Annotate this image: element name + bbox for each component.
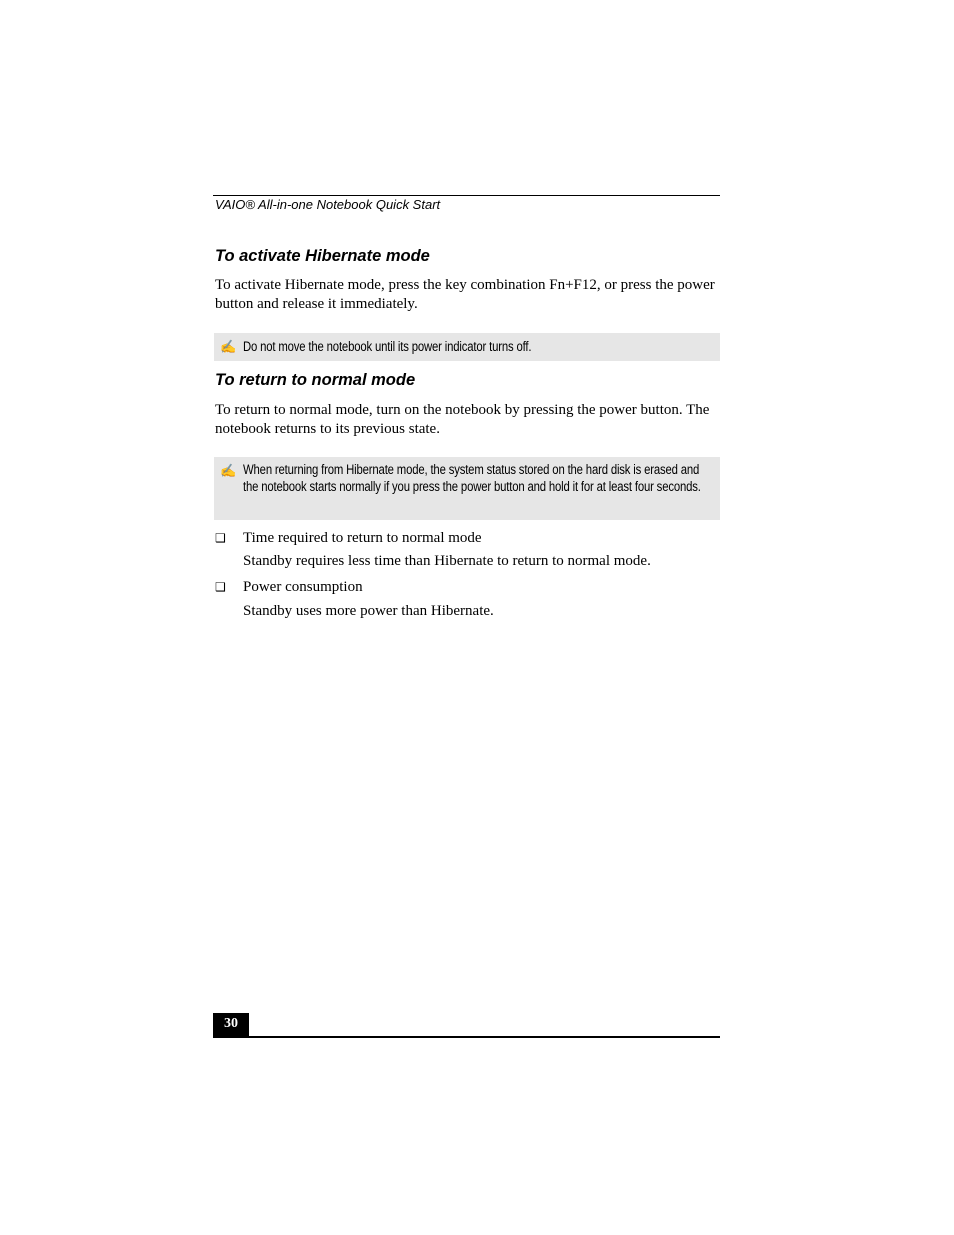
bullet-detail: Standby uses more power than Hibernate.: [243, 603, 494, 619]
page-number: 30: [213, 1013, 249, 1036]
section-body: To activate Hibernate mode, press the key combination Fn+F12, or press the power button and release it immediately.: [215, 277, 715, 312]
pencil-note-icon: ✍: [220, 463, 237, 478]
section-heading: To activate Hibernate mode: [215, 247, 430, 265]
footer-rule: [213, 1036, 720, 1038]
section-heading: To return to normal mode: [215, 371, 416, 389]
note-text: When returning from Hibernate mode, the system status stored on the hard disk is erased and the notebook starts normally if you press the power button and hold it for at least four seconds.: [243, 462, 701, 494]
running-header: VAIO® All-in-one Notebook Quick Start: [215, 197, 441, 212]
note-box: [214, 457, 720, 520]
note-box: [214, 333, 720, 361]
note-text: Do not move the notebook until its power indicator turns off.: [243, 339, 532, 354]
pencil-note-icon: ✍: [220, 339, 237, 354]
header-rule: [213, 195, 720, 196]
section-body: To return to normal mode, turn on the notebook by pressing the power button. The notebook returns to its previous state.: [215, 402, 710, 437]
checkbox-bullet-icon: ❑: [215, 580, 226, 594]
bullet-label: Power consumption: [243, 579, 363, 595]
bullet-detail: Standby requires less time than Hibernate to return to normal mode.: [243, 553, 651, 569]
checkbox-bullet-icon: ❑: [215, 531, 226, 545]
bullet-label: Time required to return to normal mode: [243, 530, 482, 546]
